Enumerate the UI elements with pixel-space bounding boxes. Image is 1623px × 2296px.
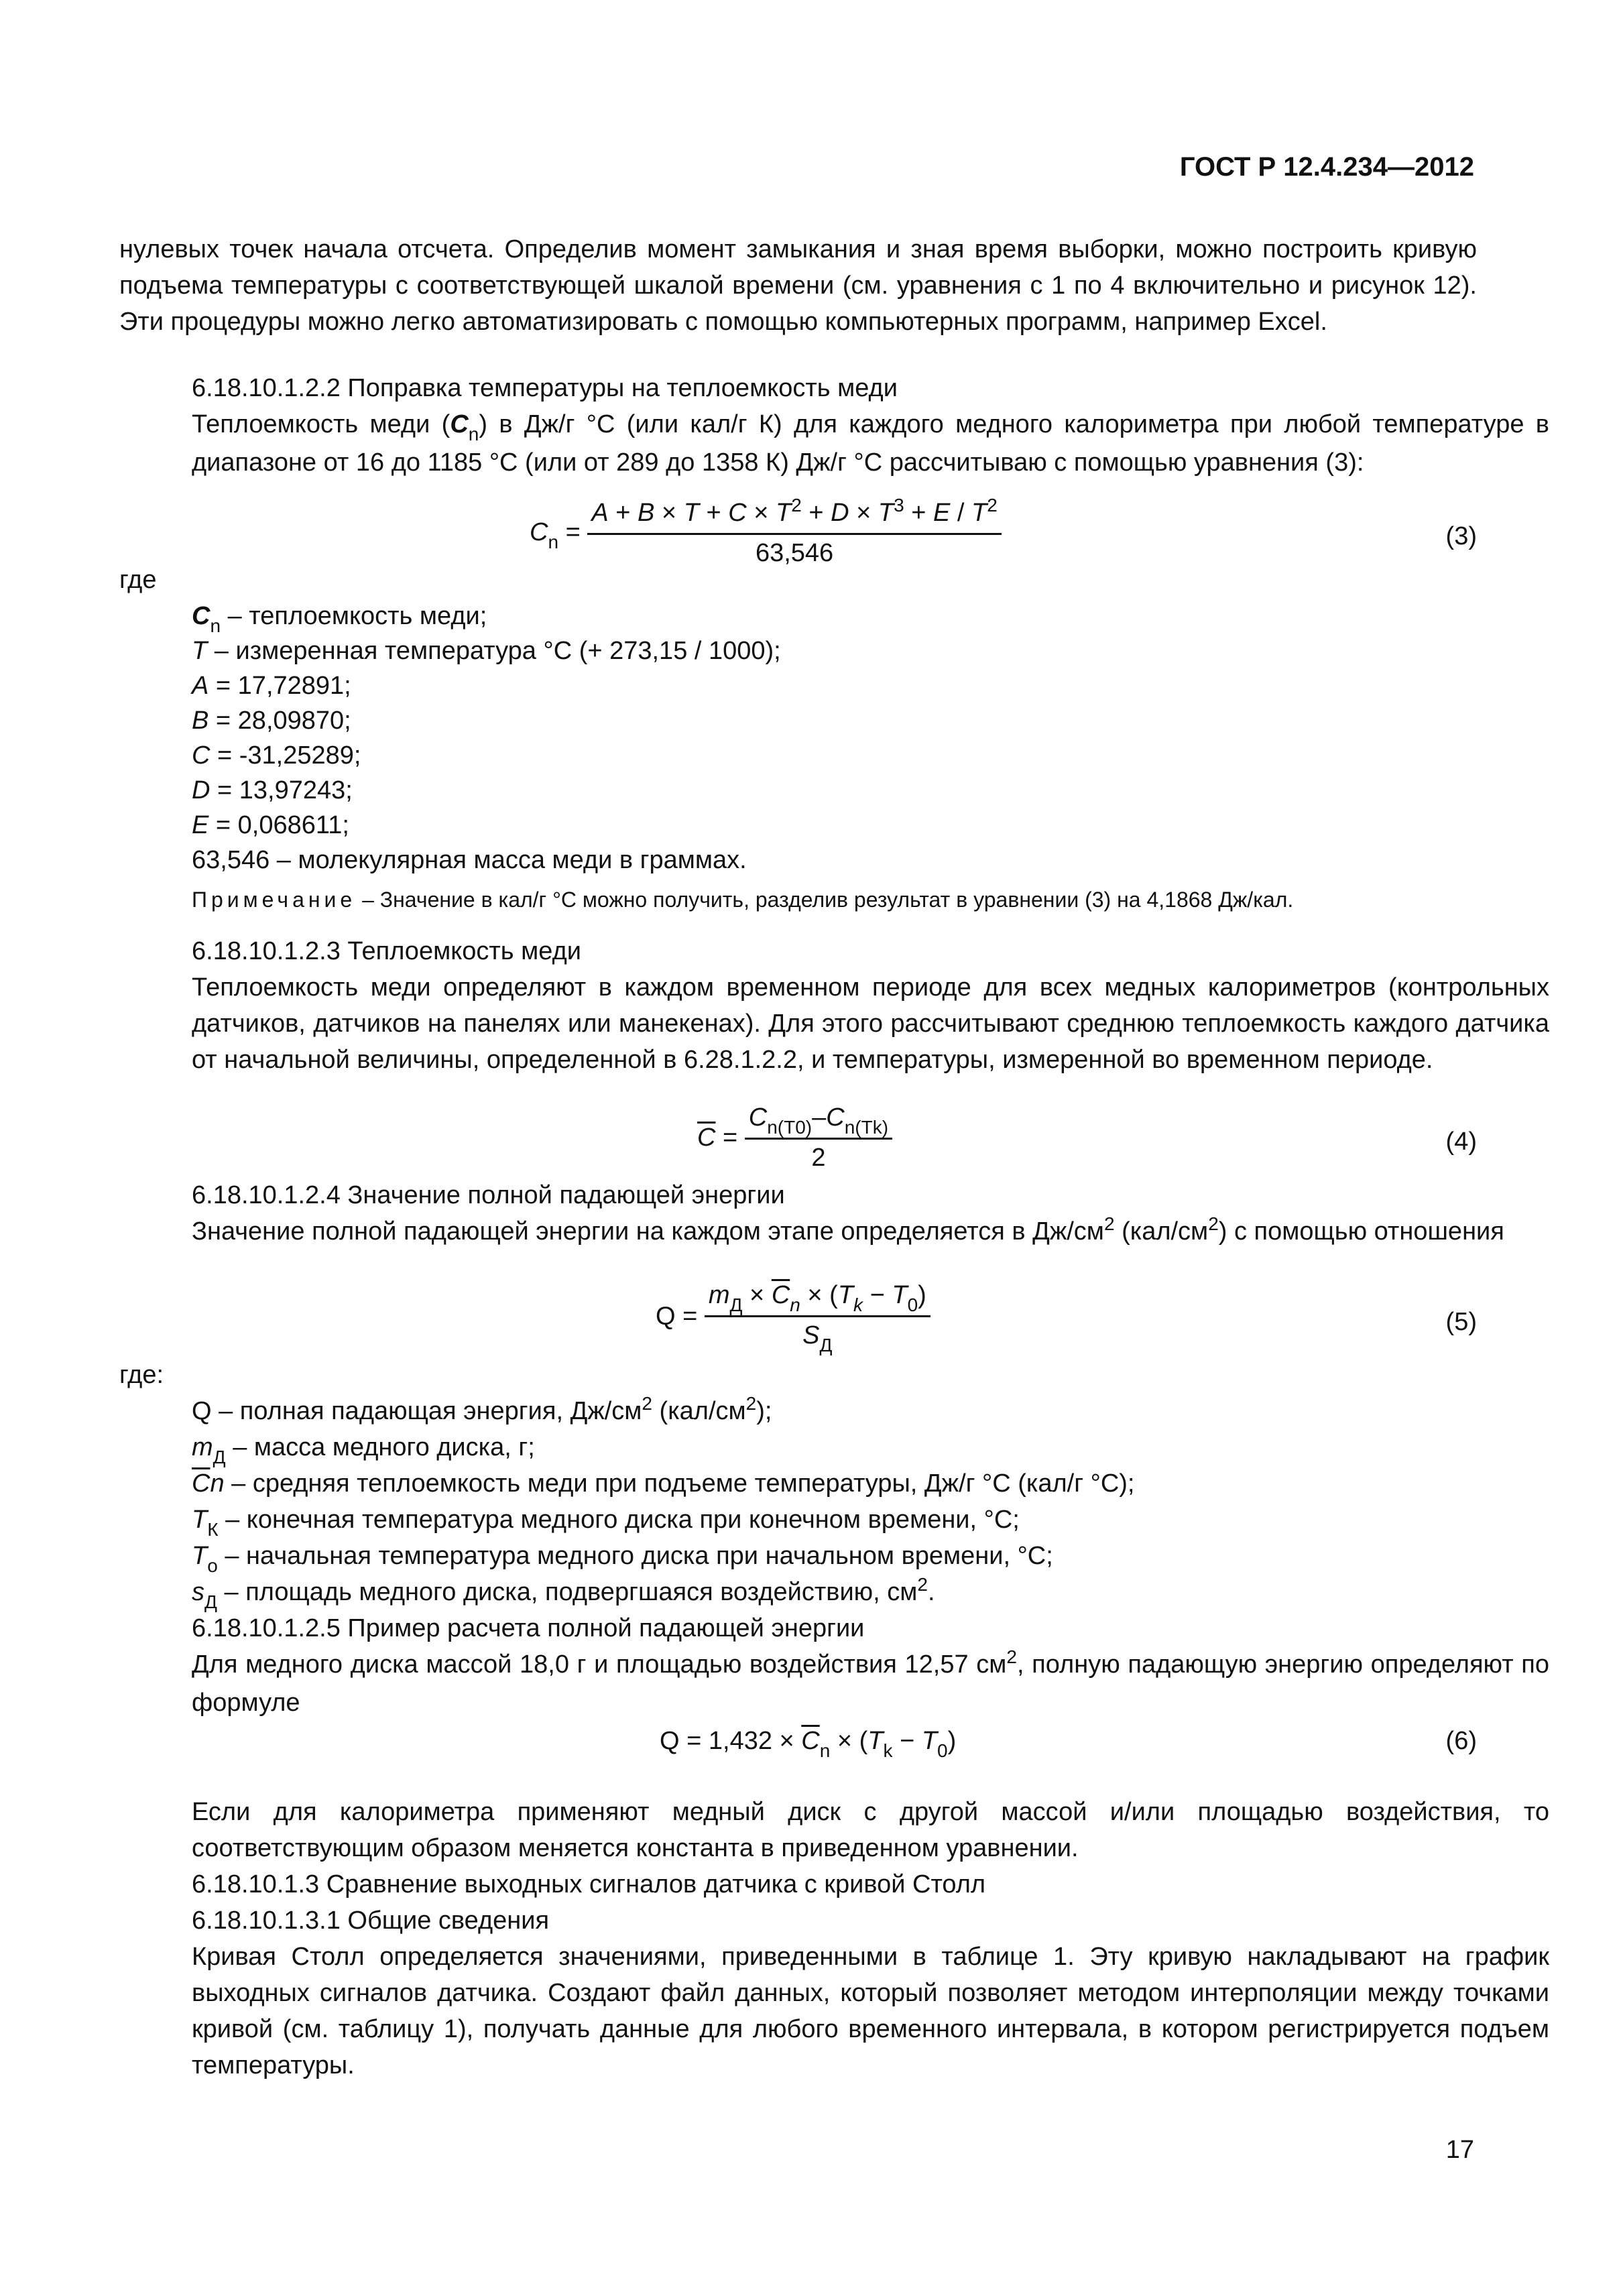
def-cn: $C_n$ – теплоемкость меди; [192,602,487,636]
paragraph-example: Для медного диска массой 18,0 г и площадью воздействия 12,57 $см^2$, полную падающую энергию определяют по формуле [192,1646,1549,1717]
equation-5-number: (5) [1445,1308,1477,1336]
paragraph-copper-heat-capacity: Теплоемкость меди определяют в каждом временном периоде для всех медных калориметров (контрольных датчиков, датчиков на панелях или манекенах). Для этого рассчитывают среднюю теплоемкость каждого датчика от начальной величины, определенной в 6.28.1.2.2, и температуры, измеренной во временном периоде. [192,973,1549,1074]
paragraph-other-disk: Если для калориметра применяют медный диск с другой массой и/или площадью воздействия, то соответствующим образом меняется константа в приведенном уравнении. [192,1798,1549,1862]
def-b: B = 28,09870; [192,707,351,735]
section-heading-6-18-10-1-2-4: 6.18.10.1.2.4 Значение полной падающей энергии [192,1181,785,1209]
def-a: A = 17,72891; [192,672,351,700]
section-heading-6-18-10-1-2-3: 6.18.10.1.2.3 Теплоемкость меди [192,937,581,965]
equation-4-number: (4) [1445,1128,1477,1156]
def-c: C = -31,25289; [192,741,361,770]
where-label-2: где: [119,1361,164,1389]
def-t: T – измеренная температура °С (+ 273,15 / 1000); [192,637,781,665]
def-t0: $T_о$ – начальная температура медного диска при начальном времени, °С; [192,1542,1053,1576]
paragraph-incident-energy: Значение полной падающей энергии на каждом этапе определяется в $Дж/см^2$ $(кал/см^2)$ с помощью отношения [192,1213,1504,1246]
document-header: ГОСТ Р 12.4.234—2012 [1179,152,1474,182]
equation-3-number: (3) [1445,522,1477,550]
equation-6: $Q = 1,432 \times \overline{C}_n \times (T_k - T_0)$ [660,1727,957,1761]
def-c-mean: $\overline{C}n$ – средняя теплоемкость меди при подъеме температуры, Дж/г °С (кал/г °С); [192,1469,1135,1498]
intro-paragraph: нулевых точек начала отсчета. Определив момент замыкания и зная время выборки, можно построить кривую подъема температуры с соответствующей шкалой времени (см. уравнения с 1 по 4 включительно и рисунок 12). Эти процедуры можно легко автоматизировать с помощью компьютерных программ, например Excel. [119,235,1477,336]
paragraph-stoll-curve: Кривая Столл определяется значениями, приведенными в таблице 1. Эту кривую накладывают на график выходных сигналов датчика. Создают файл данных, который позволяет методом интерполяции между точками кривой (см. таблицу 1), получать данные для любого временного интервала, в котором регистрируется подъем температуры. [192,1943,1549,2079]
paragraph-heat-capacity: Теплоемкость меди $(C_n)$ в Дж/г °С (или кал/г К) для каждого медного калориметра при любой температуре в диапазоне от 16 до 1185 °С (или от 289 до 1358 К) Дж/г °С рассчитываю с помощью уравнения (3): [192,410,1549,477]
def-d: D = 13,97243; [192,776,353,804]
equation-6-number: (6) [1445,1727,1477,1755]
def-e: E = 0,068611; [192,811,349,839]
equation-5: Q = $\frac{m_Д \times \overline{C}_n \times (T_k - T_0)}{S_Д}$ [656,1277,930,1355]
where-label: где [119,566,157,594]
section-heading-6-18-10-1-2-2: 6.18.10.1.2.2 Поправка температуры на теплоемкость меди [192,374,898,402]
section-heading-6-18-10-1-3: 6.18.10.1.3 Сравнение выходных сигналов датчика с кривой Столл [192,1870,986,1898]
section-heading-6-18-10-1-3-1: 6.18.10.1.3.1 Общие сведения [192,1907,550,1935]
def-q: Q – полная падающая энергия, $Дж/см^2$ $(кал/см^2)$; [192,1393,772,1425]
equation-3: $C_n$ = $\frac{A + B \times T + C \times T^2 + D \times T^3 + E / T^2}{63,546}$ [530,495,1002,571]
def-tk: $T_К$ – конечная температура медного диска при конечном времени, °С; [192,1506,1020,1540]
def-s: $s_Д$ – площадь медного диска, подвергшаяся воздействию, $см^2$. [192,1574,935,1612]
note: Примечание – Значение в кал/г °С можно получить, разделив результат в уравнении (3) на 4,1868 Дж/кал. [192,888,1294,912]
page-number: 17 [1445,2136,1474,2164]
def-molar-mass: 63,546 – молекулярная масса меди в граммах. [192,846,747,874]
section-heading-6-18-10-1-2-5: 6.18.10.1.2.5 Пример расчета полной падающей энергии [192,1614,865,1642]
equation-4: $\overline{C}$ = $\frac{C_{n(T0)}-C_{n(Tk)}}{2}$ [697,1099,892,1176]
def-m: $m_Д$ – масса медного диска, г; [192,1433,535,1467]
